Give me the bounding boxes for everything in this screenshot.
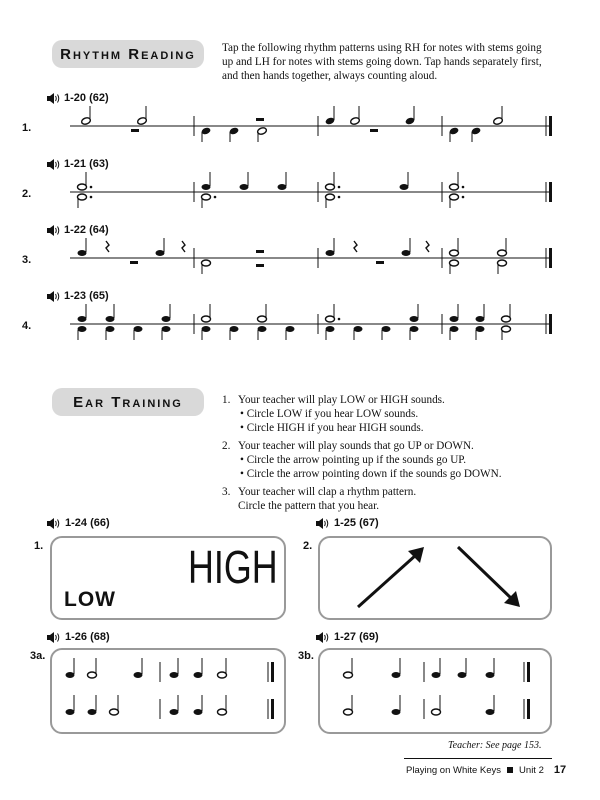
track-label: 1-23 (65) bbox=[64, 290, 109, 302]
pattern-row[interactable] bbox=[344, 658, 531, 682]
square-icon bbox=[507, 767, 513, 773]
step-text: Your teacher will play sounds that go UP or DOWN. bbox=[238, 440, 474, 452]
up-down-box bbox=[318, 536, 552, 620]
box-number: 1. bbox=[34, 540, 44, 552]
exercise-2 bbox=[20, 158, 580, 208]
speaker-icon[interactable] bbox=[47, 159, 63, 171]
footer bbox=[406, 764, 566, 776]
rhythm-3b-box bbox=[318, 648, 552, 734]
page-number: 17 bbox=[553, 764, 567, 776]
exercise-4 bbox=[20, 290, 580, 340]
rhythm-reading-title: Rhythm Reading bbox=[60, 45, 196, 63]
speaker-icon[interactable] bbox=[47, 632, 63, 644]
rhythm-staff-1 bbox=[70, 106, 580, 142]
track-label: 1-27 (69) bbox=[334, 631, 379, 643]
track-label: 1-24 (66) bbox=[65, 517, 110, 529]
book-title: Playing on White Keys bbox=[406, 764, 502, 776]
low-word[interactable]: LOW bbox=[64, 588, 116, 611]
exercise-number: 4. bbox=[22, 320, 32, 332]
pattern-row[interactable] bbox=[66, 658, 275, 682]
unit-label: Unit 2 bbox=[519, 764, 544, 776]
step-number: 3. bbox=[222, 486, 231, 498]
rhythm-staff-2 bbox=[70, 172, 580, 208]
rhythm-reading-instructions: Tap the following rhythm patterns using RH for notes with stems going up and LH for notes with stems going down. Tap hands separately first, and then hands together, always counting aloud. bbox=[222, 42, 542, 82]
track-label: 1-25 (67) bbox=[334, 517, 379, 529]
rhythm-staff-3 bbox=[70, 238, 580, 274]
arrow-down-icon[interactable] bbox=[450, 543, 530, 613]
arrow-up-icon[interactable] bbox=[350, 543, 430, 613]
exercise-number: 2. bbox=[22, 188, 32, 200]
ear-training-steps bbox=[222, 393, 552, 513]
speaker-icon[interactable] bbox=[316, 632, 332, 644]
step-text: Your teacher will clap a rhythm pattern. bbox=[238, 486, 417, 498]
pattern-row[interactable] bbox=[66, 695, 275, 719]
rhythm-3a-box bbox=[50, 648, 286, 734]
exercise-number: 3. bbox=[22, 254, 32, 266]
ear-training-title: Ear Training bbox=[73, 393, 183, 411]
rhythm-3b-patterns bbox=[320, 650, 550, 732]
rhythm-staff-4 bbox=[70, 304, 580, 340]
step-bullet: • Circle the arrow pointing down if the sounds go DOWN. bbox=[240, 468, 502, 480]
box-number: 2. bbox=[303, 540, 313, 552]
pattern-row[interactable] bbox=[344, 695, 531, 719]
step-number: 2. bbox=[222, 440, 231, 452]
high-word[interactable]: HIGH bbox=[188, 541, 278, 593]
step-3 bbox=[222, 485, 552, 513]
step-2 bbox=[222, 439, 552, 481]
speaker-icon[interactable] bbox=[47, 93, 63, 105]
box-number: 3a. bbox=[30, 650, 46, 662]
step-bullet: • Circle HIGH if you hear HIGH sounds. bbox=[240, 422, 424, 434]
step-bullet: • Circle the arrow pointing up if the sounds go UP. bbox=[240, 454, 467, 466]
speaker-icon[interactable] bbox=[47, 225, 63, 237]
track-label: 1-20 (62) bbox=[64, 92, 109, 104]
step-1 bbox=[222, 393, 552, 435]
step-text: Circle the pattern that you hear. bbox=[238, 500, 380, 512]
teacher-note: Teacher: See page 153. bbox=[448, 740, 542, 751]
low-high-box bbox=[50, 536, 286, 620]
step-bullet: • Circle LOW if you hear LOW sounds. bbox=[240, 408, 419, 420]
rhythm-reading-tab bbox=[52, 40, 204, 68]
exercise-number: 1. bbox=[22, 122, 32, 134]
exercise-1 bbox=[20, 92, 580, 142]
speaker-icon[interactable] bbox=[47, 291, 63, 303]
footer-rule bbox=[404, 758, 552, 759]
rhythm-3a-patterns bbox=[52, 650, 284, 732]
speaker-icon[interactable] bbox=[47, 518, 63, 530]
exercise-3 bbox=[20, 224, 580, 274]
step-number: 1. bbox=[222, 394, 231, 406]
ear-training-tab bbox=[52, 388, 204, 416]
track-label: 1-22 (64) bbox=[64, 224, 109, 236]
box-number: 3b. bbox=[298, 650, 314, 662]
step-text: Your teacher will play LOW or HIGH sounds. bbox=[238, 394, 445, 406]
speaker-icon[interactable] bbox=[316, 518, 332, 530]
track-label: 1-21 (63) bbox=[64, 158, 109, 170]
track-label: 1-26 (68) bbox=[65, 631, 110, 643]
